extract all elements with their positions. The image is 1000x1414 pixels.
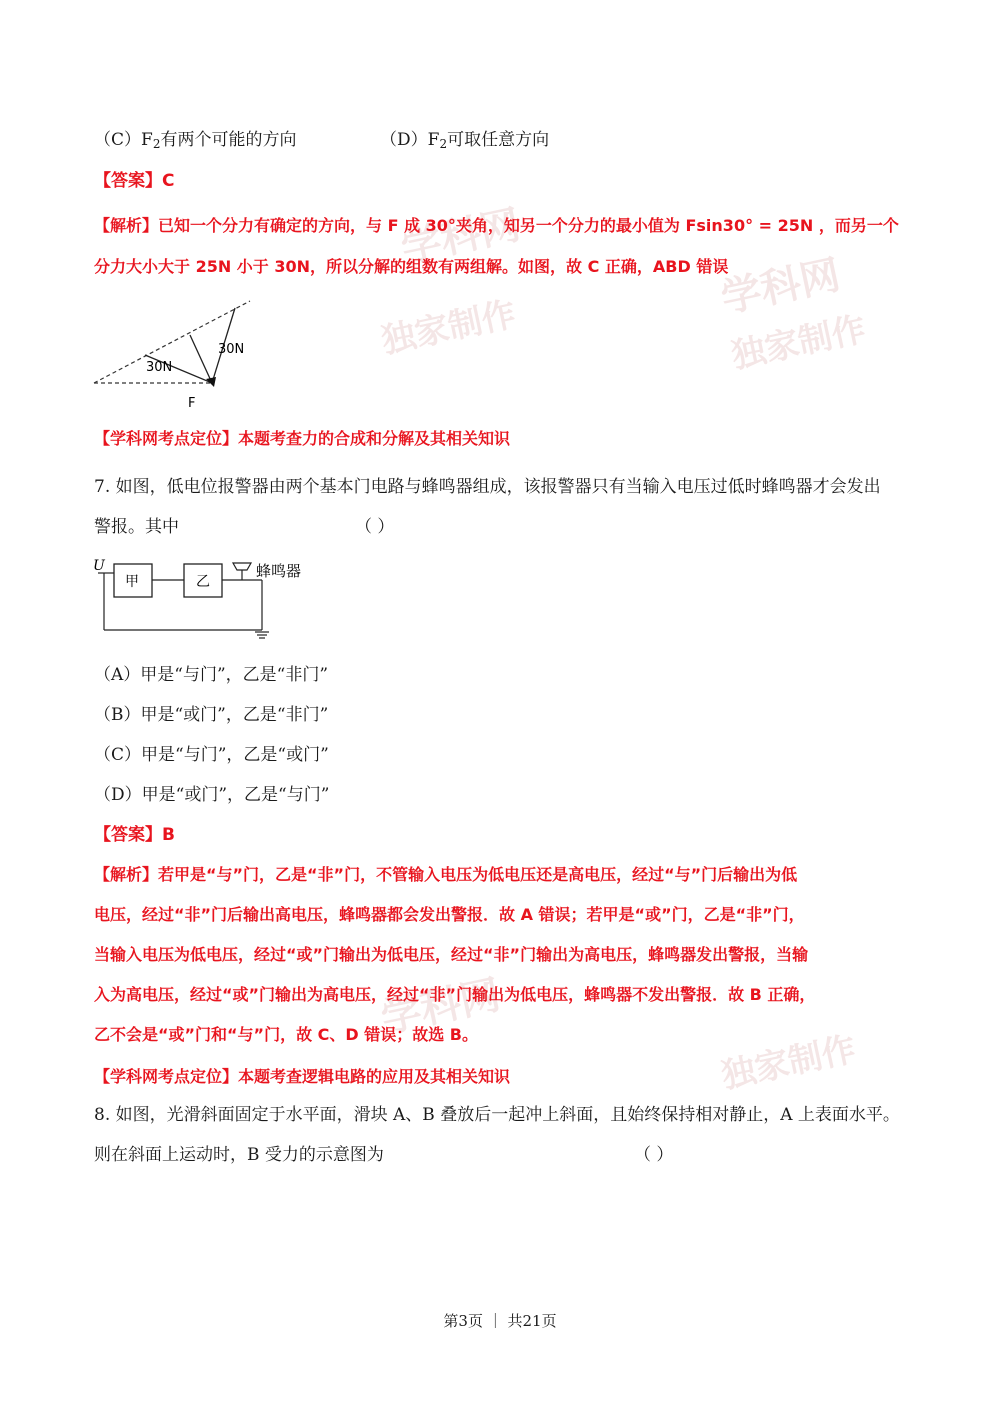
watermark: 独家制作 bbox=[378, 294, 520, 362]
force-label: F bbox=[188, 396, 196, 410]
answer-bracket: （ ） bbox=[355, 517, 395, 537]
circuit-label: U bbox=[93, 558, 105, 574]
gate-label: 乙 bbox=[196, 574, 210, 590]
analysis-text: 分力大小大于 25N 小于 30N，所以分解的组数有两组解。如图，故 C 正确，ABD 错误 bbox=[94, 257, 729, 276]
analysis-text: 乙不会是“或”门和“与”门，故 C、D 错误；故选 B。 bbox=[94, 1025, 478, 1044]
watermark: 学科网 bbox=[397, 201, 525, 272]
answer-label: 【答案】B bbox=[94, 825, 175, 845]
force-label: 30N bbox=[218, 342, 245, 357]
watermark: 独家制作 bbox=[728, 309, 870, 377]
option-b: （B）甲是“或门”，乙是“非门” bbox=[94, 705, 329, 725]
question-stem: 则在斜面上运动时，B 受力的示意图为 bbox=[94, 1145, 384, 1165]
analysis-text: 【解析】若甲是“与”门，乙是“非”门，不管输入电压为低电压还是高电压，经过“与”门后输出为低 bbox=[94, 865, 798, 884]
force-label: 30N bbox=[146, 360, 173, 375]
analysis-text: 电压，经过“非”门后输出高电压，蜂鸣器都会发出警报．故 A 错误；若甲是“或”门，乙是“非”门， bbox=[94, 905, 805, 924]
analysis-text: 入为高电压，经过“或”门输出为高电压，经过“非”门输出为低电压，蜂鸣器不发出警报．故 B 正确， bbox=[94, 985, 816, 1004]
question-stem: 警报。其中 bbox=[94, 517, 179, 537]
circuit-diagram bbox=[92, 556, 322, 640]
option-d: $(D)F_2$可取任意方向 bbox=[380, 130, 550, 151]
page-footer: 第3页 ｜ 共21页 bbox=[443, 1312, 557, 1330]
option-a: （A）甲是“与门”，乙是“非门” bbox=[94, 665, 329, 685]
question-stem: 8. 如图，光滑斜面固定于水平面，滑块 A、B 叠放后一起冲上斜面，且始终保持相对静止，A 上表面水平。 bbox=[94, 1105, 900, 1125]
option-d: （D）甲是“或门”，乙是“与门” bbox=[94, 785, 330, 805]
buzzer-label: 蜂鸣器 bbox=[256, 562, 302, 580]
analysis-text: 当输入电压为低电压，经过“或”门输出为低电压，经过“非”门输出为高电压，蜂鸣器发出警报，当输 bbox=[94, 945, 809, 964]
watermark: 学科网 bbox=[717, 251, 845, 322]
analysis-text: 【解析】已知一个分力有确定的方向，与 F 成 30°夹角，知另一个分力的最小值为 Fsin30° = 25N ，而另一个 bbox=[94, 216, 899, 235]
knowledge-point: 【学科网考点定位】本题考查力的合成和分解及其相关知识 bbox=[94, 429, 511, 448]
option-c: （C）甲是“与门”，乙是“或门” bbox=[94, 745, 329, 765]
knowledge-point: 【学科网考点定位】本题考查逻辑电路的应用及其相关知识 bbox=[94, 1067, 511, 1086]
force-diagram bbox=[90, 295, 260, 410]
gate-label: 甲 bbox=[125, 574, 139, 590]
answer-label: 【答案】C bbox=[94, 171, 175, 191]
option-c: $(C)F_2$有两个可能的方向 bbox=[94, 130, 297, 151]
watermark: 学科网 bbox=[377, 971, 505, 1042]
watermark: 独家制作 bbox=[718, 1029, 860, 1097]
answer-bracket: （ ） bbox=[634, 1145, 674, 1165]
question-stem: 7. 如图，低电位报警器由两个基本门电路与蜂鸣器组成，该报警器只有当输入电压过低时蜂鸣器才会发出 bbox=[94, 477, 881, 497]
